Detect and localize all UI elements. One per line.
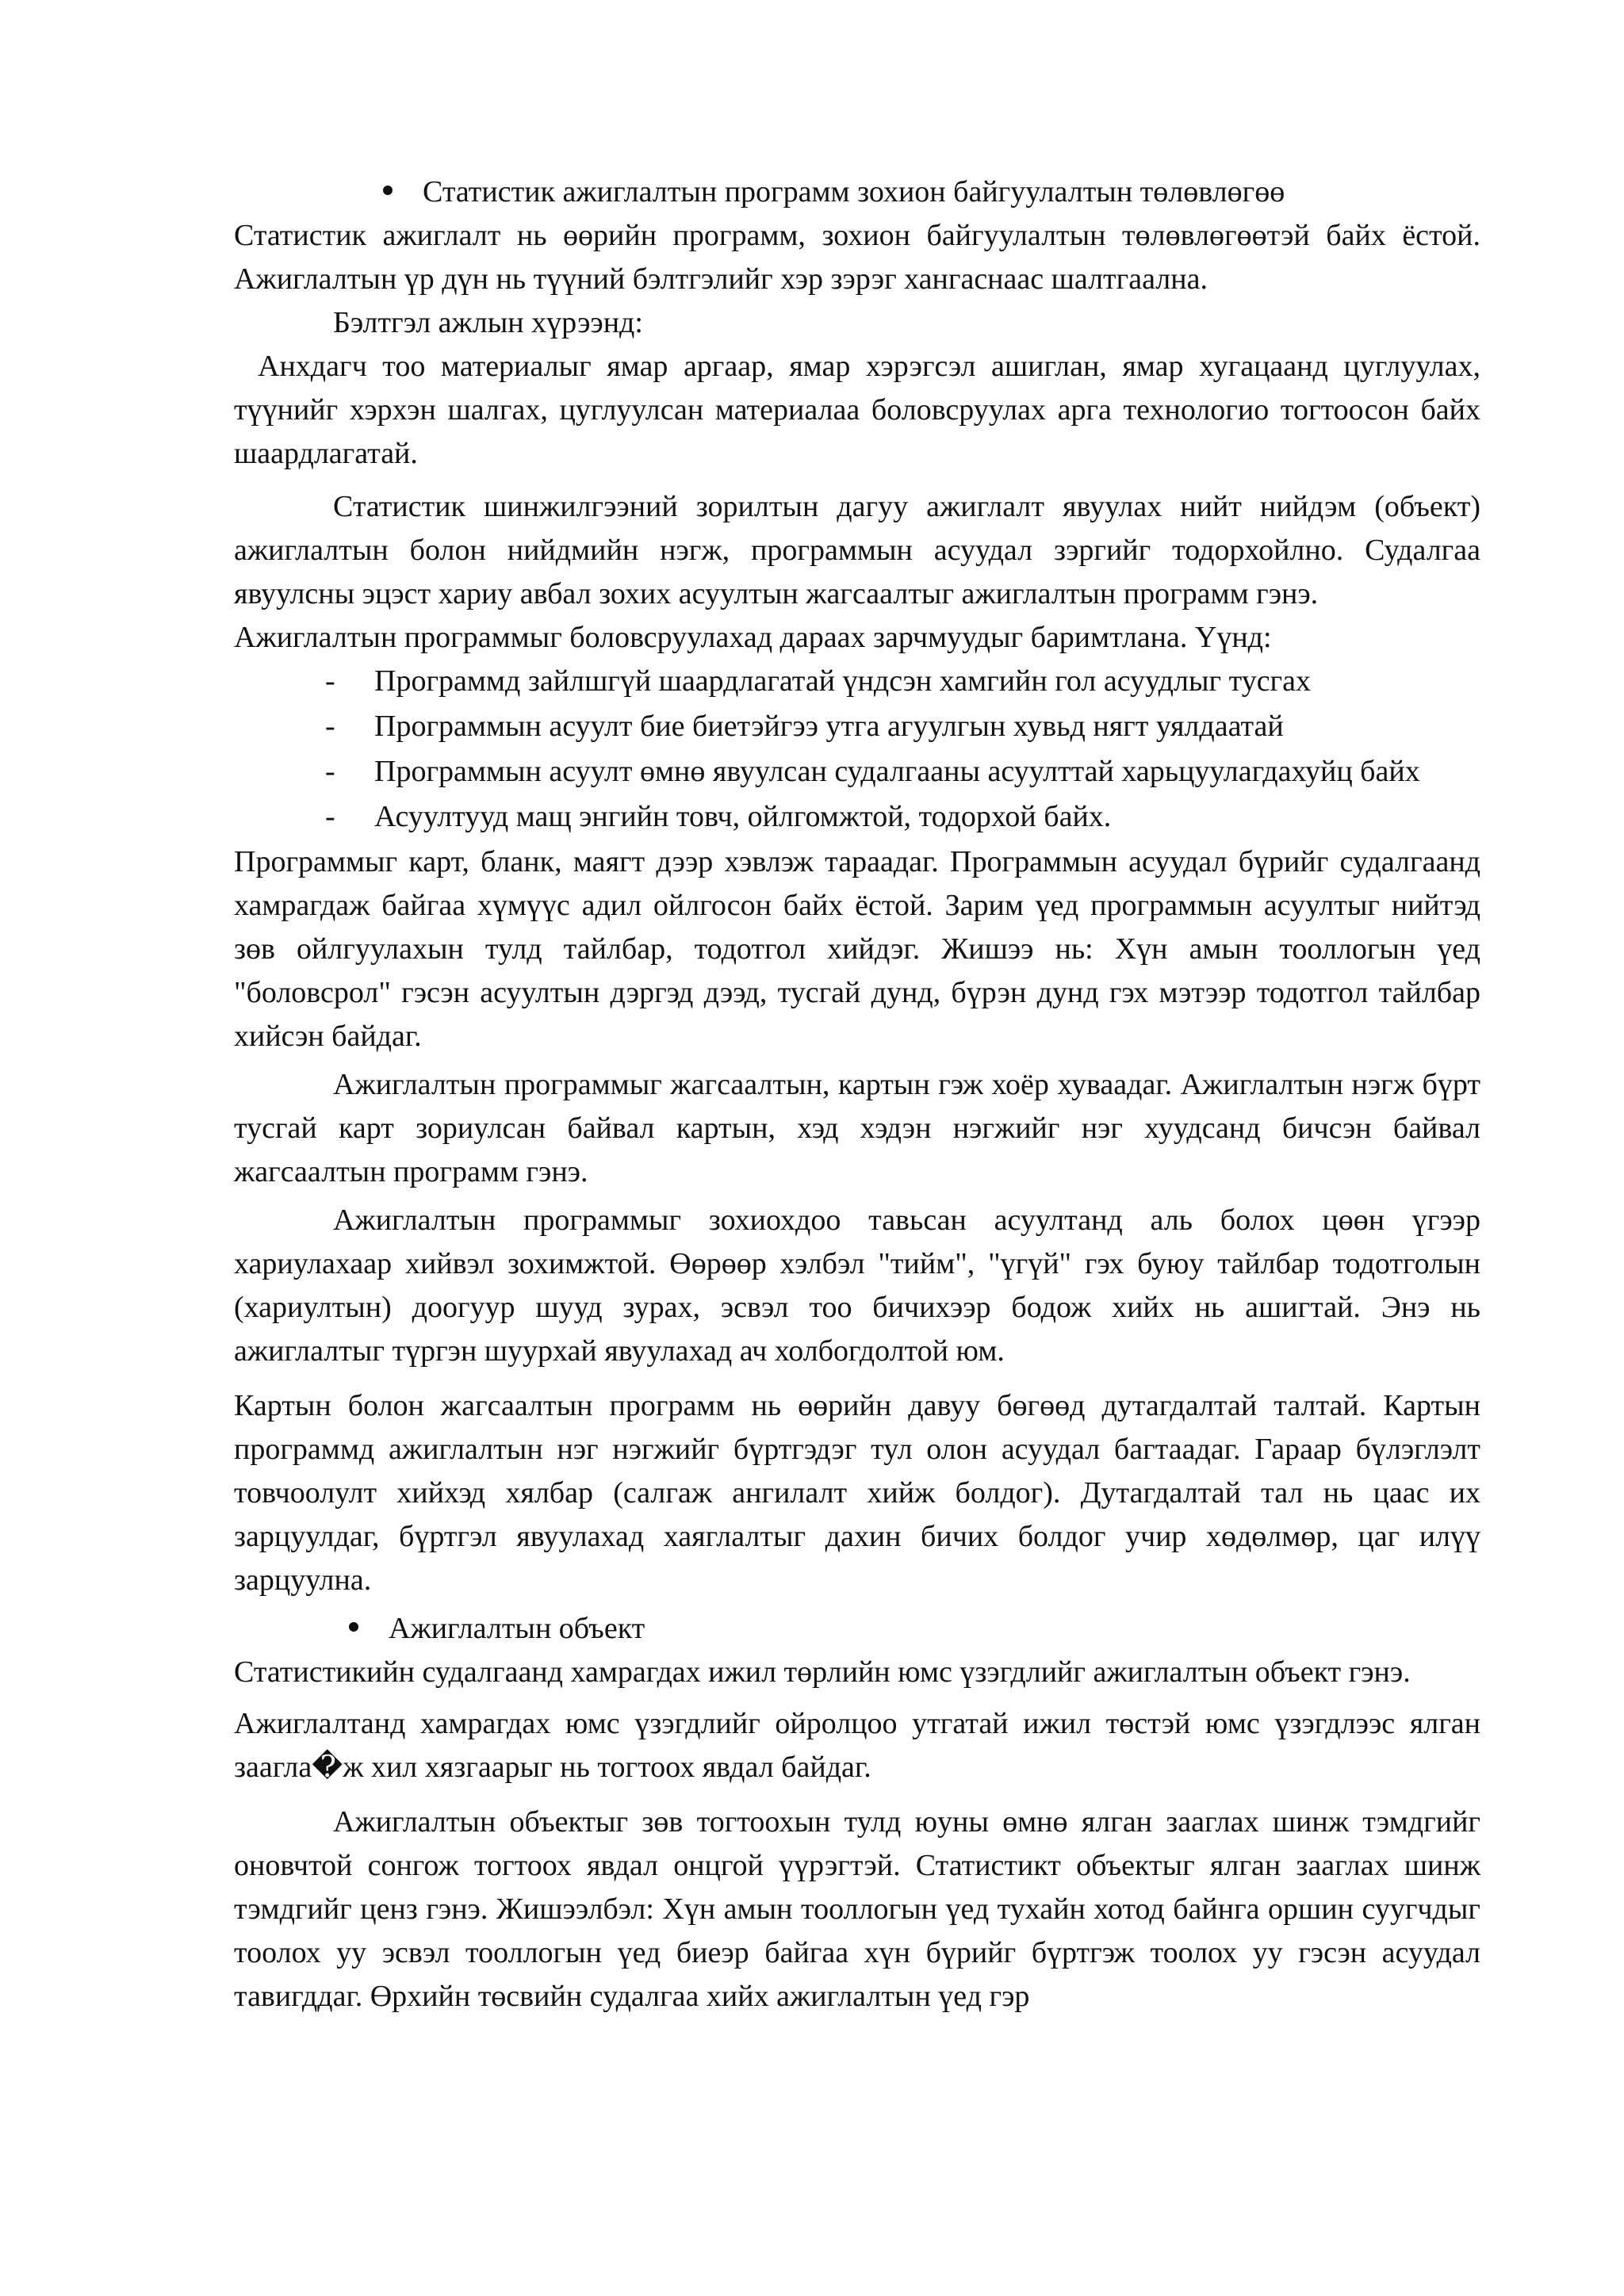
dash-marker: - [325, 710, 335, 743]
paragraph: Ажиглалтын программыг зохиохдоо тавьсан асуултанд аль болох цөөн үгээр хариулахаар хийвэл зохимжтой. Өөрөөр хэлбэл "тийм", "үгүй" гэх буюу тайлбар тодотголын (хариултын) доогуур шууд зурах, эсвэл тоо бичихээр бодож хийх нь ашигтай. Энэ нь ажиглалтыг түргэн шуурхай явуулахад ач холбогдолтой юм. [234, 1203, 1480, 1368]
paragraph: Статистик ажиглалт нь өөрийн программ, зохион байгуулалтын төлөвлөгөөтэй байх ёстой. Ажиглалтын үр дүн нь түүний бэлтгэлийг хэр зэрэг хангаснаас шалтгаална. [234, 219, 1480, 296]
paragraph: Ажиглалтын программыг жагсаалтын, картын гэж хоёр хуваадаг. Ажиглалтын нэгж бүрт тусгай карт зориулсан байвал картын, хэд хэдэн нэгжийг нэг хуудсанд бичсэн байвал жагсаалтын программ гэнэ. [234, 1068, 1480, 1188]
dash-marker: - [325, 664, 335, 698]
list-item [234, 660, 1480, 703]
list-item-text: Программын асуулт бие биетэйгээ утга агуулгын хувьд нягт уялдаатай [374, 710, 1284, 743]
paragraph: Картын болон жагсаалтын программ нь өөрийн давуу бөгөөд дутагдалтай талтай. Картын программд ажиглалтын нэг нэгжийг бүртгэдэг тул олон асуудал багтаадаг. Гараар бүлэглэлт товчоолулт хийхэд хялбар (салгаж ангилалт хийж болдог). Дутагдалтай тал нь цаас их зарцуулдаг, бүртгэл явуулахад хаяглалтыг дахин бичих болдог учир хөдөлмөр, цаг илүү зарцуулна. [234, 1389, 1480, 1597]
list-item [234, 750, 1480, 794]
dash-marker: - [325, 755, 335, 788]
principles-list [234, 660, 1480, 839]
bullet-heading-object [234, 1607, 1480, 1651]
dash-marker: - [325, 800, 335, 833]
paragraph: Ажиглалтанд хамрагдах юмс үзэгдлийг ойролцоо утгатай ижил төстэй юмс үзэгдлээс ялган заагла�ж хил хязгаарыг нь тогтоох явдал байдаг. [234, 1707, 1480, 1784]
document-body [234, 170, 1480, 2019]
bullet-heading-program [234, 170, 1480, 214]
paragraph: Программыг карт, бланк, маягт дээр хэвлэж тараадаг. Программын асуудал бүрийг судалгаанд хамрагдаж байгаа хүмүүс адил ойлгосон байх ёстой. Зарим үед программын асуултыг нийтэд зөв ойлгуулахын тулд тайлбар, тодотгол хийдэг. Жишээ нь: Хүн амын тооллогын үед "боловсрол" гэсэн асуултын дэргэд дээд, тусгай дунд, бүрэн дунд гэх мэтээр тодотгол тайлбар хийсэн байдаг. [234, 845, 1480, 1053]
list-item [234, 705, 1480, 748]
bullet-dot-icon [383, 186, 393, 195]
list-item-text: Асуултууд мащ энгийн товч, ойлгомжтой, тодорхой байх. [374, 800, 1112, 833]
list-item-text: Программын асуулт өмнө явуулсан судалгааны асуулттай харьцуулагдахуйц байх [374, 755, 1420, 788]
paragraph: Ажиглалтын объектыг зөв тогтоохын тулд юуны өмнө ялган зааглах шинж тэмдгийг оновчтой сонгож тогтоох явдал онцгой үүрэгтэй. Статистикт объектыг ялган зааглах шинж тэмдгийг ценз гэнэ. Жишээлбэл: Хүн амын тооллогын үед тухайн хотод байнга оршин суугчдыг тоолох уу эсвэл тооллогын үед биеэр байгаа хүн бүрийг бүртгэж тоолох уу гэсэн асуудал тавигддаг. Өрхийн төсвийн судалгаа хийх ажиглалтын үед гэр [234, 1805, 1480, 2013]
bullet-heading-text: Статистик ажиглалтын программ зохион байгуулалтын төлөвлөгөө [423, 175, 1285, 209]
paragraph: Статистикийн судалгаанд хамрагдах ижил төрлийн юмс үзэгдлийг ажиглалтын объект гэнэ. [234, 1655, 1411, 1689]
paragraph: Ажиглалтын программыг боловсруулахад дараах зарчмуудыг баримтлана. Үүнд: [234, 621, 1272, 654]
bullet-heading-text: Ажиглалтын объект [389, 1612, 645, 1645]
list-item-text: Программд зайлшгүй шаардлагатай үндсэн хамгийн гол асуудлыг тусгах [374, 664, 1312, 698]
list-item [234, 795, 1480, 839]
paragraph: Анхдагч тоо материалыг ямар аргаар, ямар хэрэгсэл ашиглан, ямар хугацаанд цуглуулах, түүнийг хэрхэн шалгах, цуглуулсан материалаа боловсруулах арга технологио тогтоосон байх шаардлагатай. [234, 350, 1480, 470]
paragraph: Статистик шинжилгээний зорилтын дагуу ажиглалт явуулах нийт нийдэм (объект) ажиглалтын болон нийдмийн нэгж, программын асуудал зэргийг тодорхойлно. Судалгаа явуулсны эцэст хариу авбал зохих асуултын жагсаалтыг ажиглалтын программ гэнэ. [234, 490, 1480, 610]
bullet-dot-icon [349, 1622, 358, 1632]
subheading-preparation: Бэлтгэл ажлын хүрээнд: [333, 306, 643, 339]
